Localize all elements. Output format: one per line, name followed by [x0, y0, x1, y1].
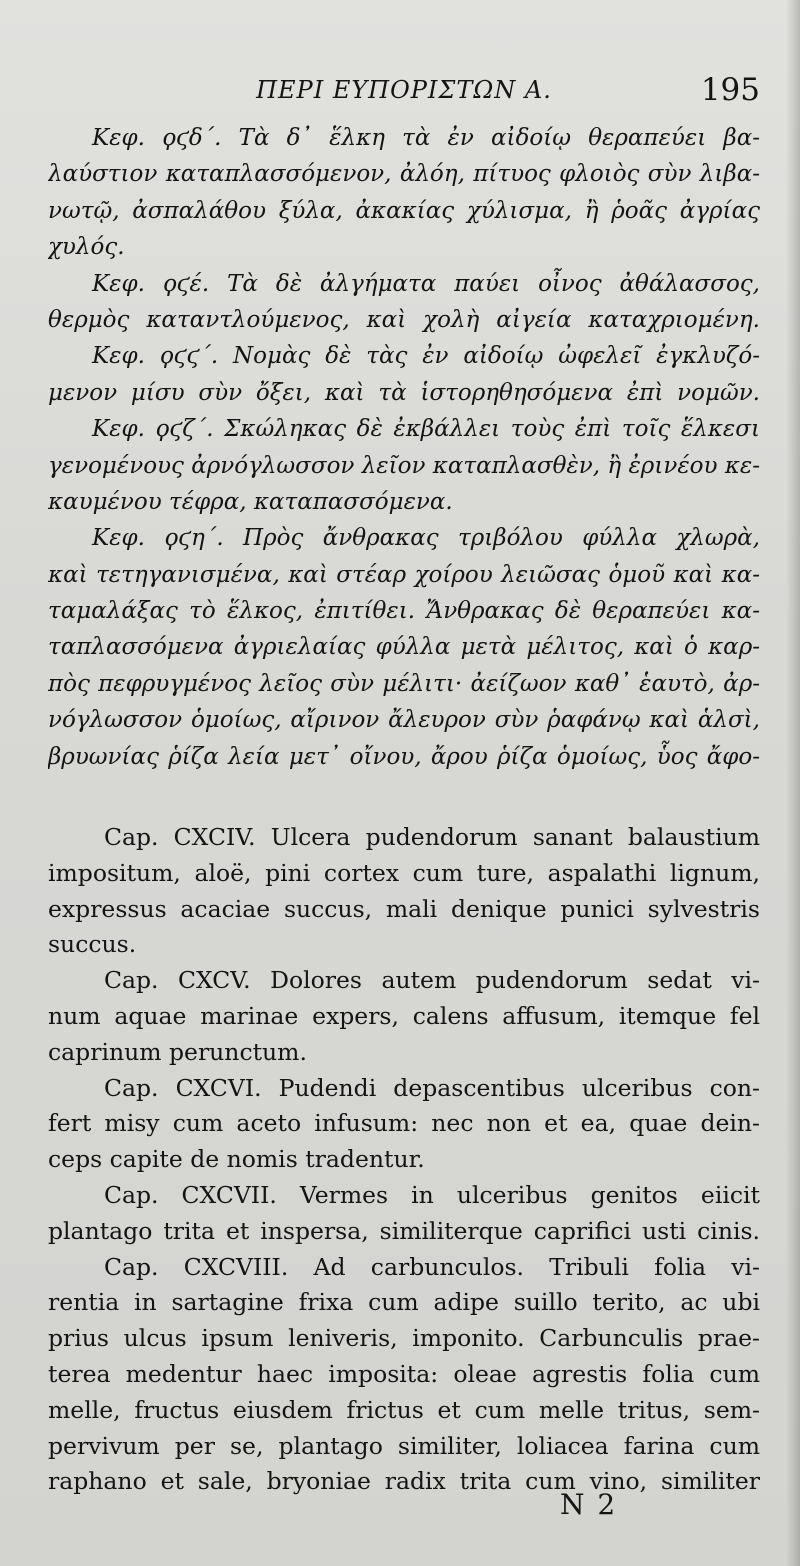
latin-line: expressus acaciae succus, mali denique punici sylvestris	[48, 894, 760, 923]
running-head: ΠΕΡΙ ΕΥΠΟΡΙΣΤΩΝ Α.	[256, 76, 552, 104]
greek-line: γενομένους ἀρνόγλωσσον λεῖον καταπλασθὲν, ἢ ἐρινέου κε-	[48, 452, 760, 479]
greek-line: νόγλωσσον ὁμοίως, αἴρινον ἄλευρον σὺν ῥαφάνῳ καὶ ἁλσὶ,	[48, 707, 760, 734]
latin-line: Cap. CXCIV. Ulcera pudendorum sanant balaustium	[104, 823, 760, 851]
greek-line: χυλός.	[48, 234, 125, 261]
greek-line: Κεφ. ϙϛϛ΄. Νομὰς δὲ τὰς ἐν αἰδοίῳ ὠφελεῖ ἐγκλυζό-	[92, 343, 760, 370]
latin-line: plantago trita et inspersa, similiterque caprifici usti cinis.	[48, 1216, 760, 1245]
greek-line: θερμὸς καταντλούμενος, καὶ χολὴ αἰγεία καταχριομένη.	[48, 306, 760, 333]
greek-line: πὸς πεφρυγμένος λεῖος σὺν μέλιτι· ἀείζωον καθ᾽ ἑαυτὸ, ἀρ-	[48, 670, 760, 697]
greek-line: μενον μίσυ σὺν ὄξει, καὶ τὰ ἱστορηθησόμενα ἐπὶ νομῶν.	[48, 379, 760, 406]
greek-line: λαύστιον καταπλασσόμενον, ἀλόη, πίτυος φλοιὸς σὺν λιβα-	[48, 161, 760, 188]
greek-line: Κεφ. ϙϛέ. Τὰ δὲ ἀλγήματα παύει οἶνος ἀθάλασσος,	[92, 270, 760, 297]
latin-line: terea medentur haec imposita: oleae agrestis folia cum	[48, 1359, 760, 1388]
latin-line: fert misy cum aceto infusum: nec non et ea, quae dein-	[48, 1109, 760, 1138]
page-number: 195	[700, 72, 760, 108]
page-header	[48, 72, 760, 120]
latin-line: melle, fructus eiusdem frictus et cum melle tritus, sem-	[48, 1395, 760, 1424]
latin-line: raphano et sale, bryoniae radix trita cum vino, similiter	[48, 1467, 760, 1496]
latin-line: rentia in sartagine frixa cum adipe suillo terito, ac ubi	[48, 1288, 760, 1317]
greek-line: ταμαλάξας τὸ ἕλκος, ἐπιτίθει. Ἄνθρακας δὲ θεραπεύει κα-	[48, 598, 760, 625]
greek-line: βρυωνίας ῥίζα λεία μετ᾽ οἴνου, ἄρου ῥίζα ὁμοίως, ὗος ἄφο-	[48, 743, 760, 770]
greek-text-block	[48, 120, 760, 775]
latin-line: pervivum per se, plantago similiter, loliacea farina cum	[48, 1431, 760, 1460]
latin-line: ceps capite de nomis tradentur.	[48, 1145, 425, 1174]
greek-line: νωτῷ, ἀσπαλάθου ξύλα, ἀκακίας χύλισμα, ἢ ῥοᾶς ἀγρίας	[48, 197, 760, 224]
greek-line: καυμένου τέφρα, καταπασσόμενα.	[48, 488, 453, 515]
page-edge-shadow	[786, 0, 800, 1566]
greek-line: Κεφ. ϙϛη΄. Πρὸς ἄνθρακας τριβόλου φύλλα χλωρὰ,	[92, 525, 760, 552]
signature-mark: N 2	[560, 1488, 618, 1521]
greek-line: καὶ τετηγανισμένα, καὶ στέαρ χοίρου λειῶσας ὁμοῦ καὶ κα-	[48, 561, 760, 588]
latin-line: impositum, aloë, pini cortex cum ture, aspalathi lignum,	[48, 858, 760, 887]
latin-text-block	[48, 820, 760, 1500]
latin-line: Cap. CXCVIII. Ad carbunculos. Tribuli folia vi-	[104, 1252, 760, 1281]
latin-line: caprinum perunctum.	[48, 1037, 307, 1066]
latin-line: prius ulcus ipsum leniveris, imponito. Carbunculis prae-	[48, 1324, 760, 1353]
greek-line: Κεφ. ϙϛδ΄. Τὰ δ᾽ ἕλκη τὰ ἐν αἰδοίῳ θεραπεύει βα-	[92, 125, 760, 151]
latin-line: num aquae marinae expers, calens affusum, itemque fel	[48, 1001, 760, 1030]
greek-line: ταπλασσόμενα ἀγριελαίας φύλλα μετὰ μέλιτος, καὶ ὁ καρ-	[48, 634, 760, 661]
latin-line: Cap. CXCV. Dolores autem pudendorum sedat vi-	[104, 966, 760, 995]
greek-line: Κεφ. ϙϛζ΄. Σκώληκας δὲ ἐκβάλλει τοὺς ἐπὶ τοῖς ἕλκεσι	[92, 416, 760, 443]
latin-line: Cap. CXCVII. Vermes in ulceribus genitos eiicit	[104, 1180, 760, 1209]
latin-line: Cap. CXCVI. Pudendi depascentibus ulceribus con-	[104, 1073, 760, 1102]
latin-line: succus.	[48, 930, 137, 959]
